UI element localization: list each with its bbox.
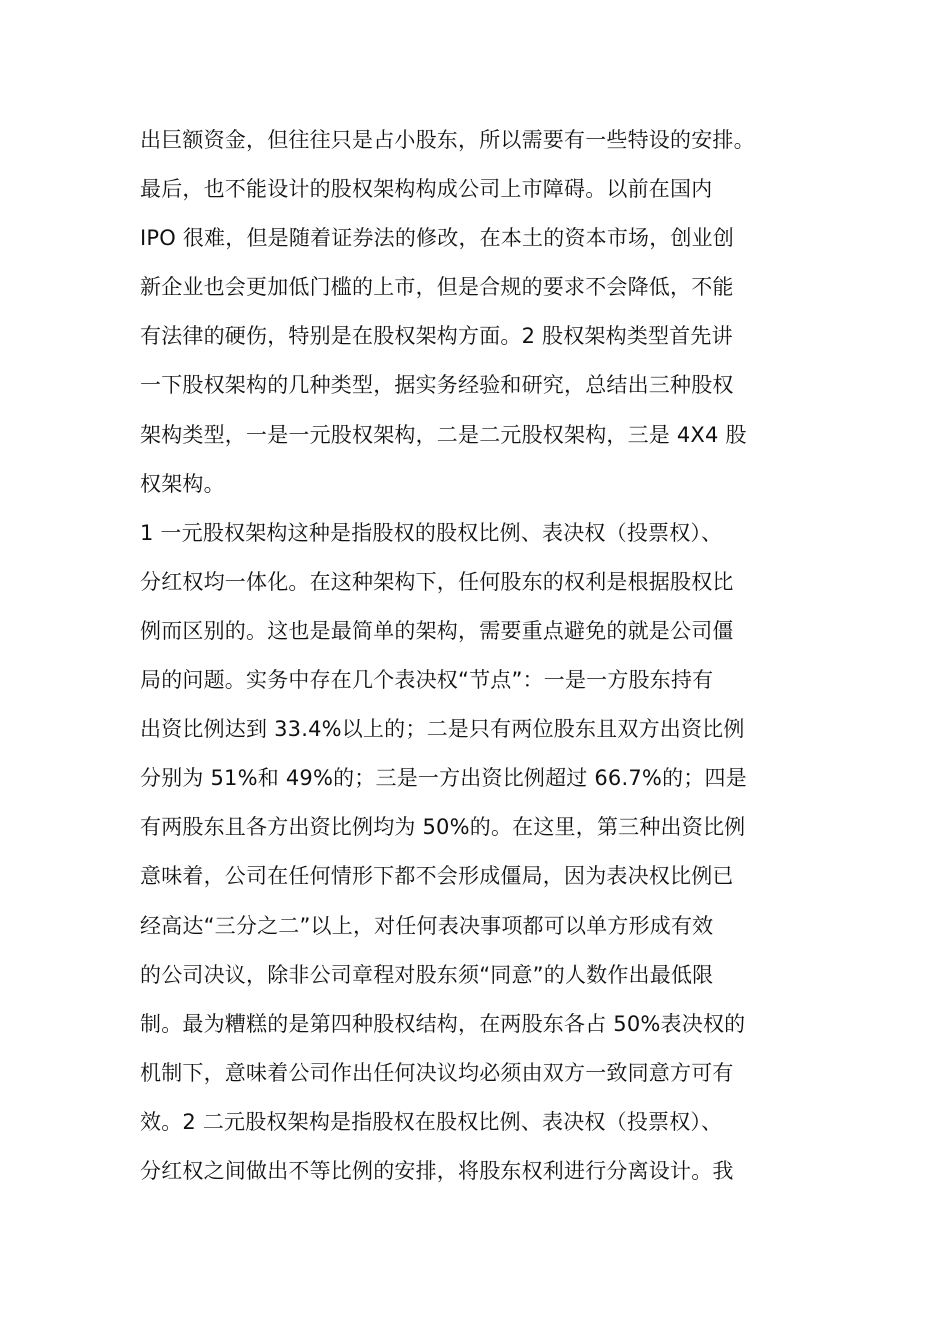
- text-line: 例而区别的。这也是最简单的架构，需要重点避免的就是公司僵: [140, 618, 734, 643]
- text-line: 一下股权架构的几种类型，据实务经验和研究，总结出三种股权: [140, 373, 734, 398]
- text-line: 有两股东且各方出资比例均为 50%的。在这里，第三种出资比例: [140, 815, 746, 840]
- text-line: 出资比例达到 33.4%以上的；二是只有两位股东且双方出资比例: [140, 717, 745, 742]
- text-line: 的公司决议，除非公司章程对股东须“同意”的人数作出最低限: [140, 962, 714, 987]
- text-line: 权架构。: [140, 471, 225, 496]
- text-line: 架构类型，一是一元股权架构，二是二元股权架构，三是 4X4 股: [140, 422, 747, 447]
- text-line: 出巨额资金，但往往只是占小股东，所以需要有一些特设的安排。: [140, 128, 755, 152]
- text-line: 机制下，意味着公司作出任何决议均必须由双方一致同意方可有: [140, 1060, 734, 1085]
- text-line: 最后，也不能设计的股权架构构成公司上市障碍。以前在国内: [140, 177, 713, 202]
- text-line: 局的问题。实务中存在几个表决权“节点”：一是一方股东持有: [140, 668, 714, 693]
- text-line: 分红权之间做出不等比例的安排，将股东权利进行分离设计。我: [140, 1158, 734, 1183]
- text-line: 新企业也会更加低门槛的上市，但是合规的要求不会降低，不能: [140, 275, 734, 300]
- text-line: 制。最为糟糕的是第四种股权结构，在两股东各占 50%表决权的: [140, 1011, 746, 1036]
- body-text: [140, 116, 820, 1196]
- text-line: 1 一元股权架构这种是指股权的股权比例、表决权（投票权）、: [140, 520, 723, 545]
- text-line: 效。2 二元股权架构是指股权在股权比例、表决权（投票权）、: [140, 1109, 723, 1134]
- text-line: 分红权均一体化。在这种架构下，任何股东的权利是根据股权比: [140, 569, 734, 594]
- text-line: 意味着，公司在任何情形下都不会形成僵局，因为表决权比例已: [140, 864, 734, 889]
- text-line: 分别为 51%和 49%的；三是一方出资比例超过 66.7%的；四是: [140, 766, 747, 791]
- text-line: 有法律的硬伤，特别是在股权架构方面。2 股权架构类型首先讲: [140, 324, 733, 349]
- text-line: IPO 很难，但是随着证券法的修改，在本土的资本市场，创业创: [140, 226, 735, 251]
- text-line: 经高达“三分之二”以上，对任何表决事项都可以单方形成有效: [140, 913, 714, 938]
